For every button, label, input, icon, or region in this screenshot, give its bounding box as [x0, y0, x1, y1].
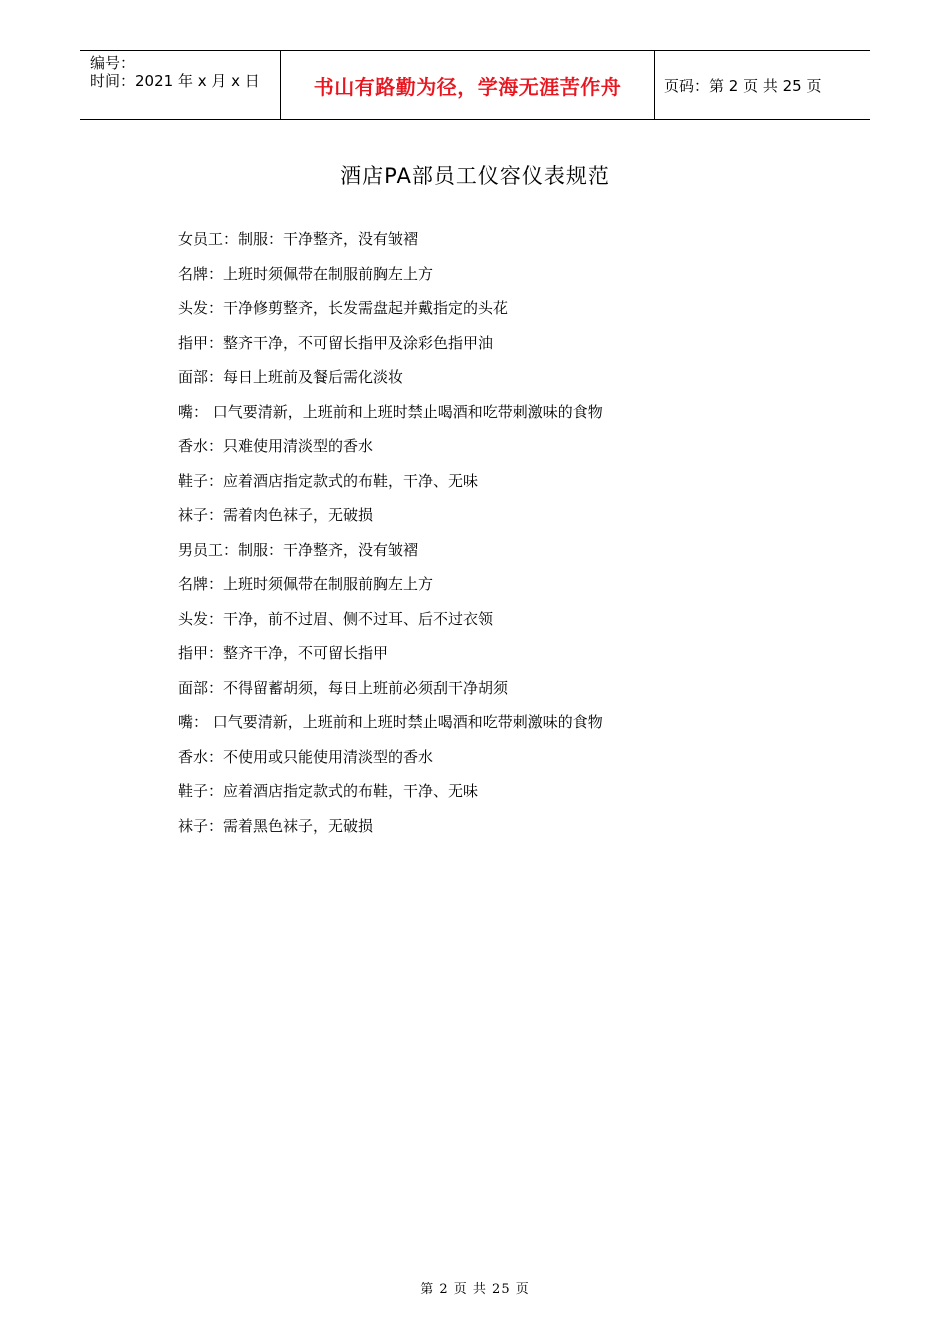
standards-list	[178, 226, 603, 847]
document-title: 酒店PA部员工仪容仪表规范	[340, 164, 610, 188]
standard-line: 面部：每日上班前及餐后需化淡妆	[178, 368, 404, 386]
standard-line: 面部：不得留蓄胡须，每日上班前必须刮干净胡须	[178, 678, 509, 697]
standard-line: 嘴： 口气要清新，上班前和上班时禁止喝酒和吃带刺激味的食物	[178, 402, 603, 421]
standard-line: 香水：只难使用清淡型的香水	[178, 437, 374, 455]
standard-line: 名牌：上班时须佩带在制服前胸左上方	[178, 575, 434, 593]
standard-line: 名牌：上班时须佩带在制服前胸左上方	[178, 264, 434, 283]
standard-line: 女员工：制服：干净整齐，没有皱褶	[178, 230, 419, 248]
standard-line: 鞋子：应着酒店指定款式的布鞋，干净、无味	[178, 782, 479, 800]
header-motto: 书山有路勤为径，学海无涯苦作舟	[281, 51, 655, 119]
standard-line: 头发：干净修剪整齐，长发需盘起并戴指定的头花	[178, 299, 509, 317]
page-header	[80, 50, 870, 120]
standard-line: 指甲：整齐干净，不可留长指甲及涂彩色指甲油	[178, 333, 494, 352]
header-page-number: 页码：第 2 页 共 25 页	[664, 76, 822, 95]
standard-line: 鞋子：应着酒店指定款式的布鞋，干净、无味	[178, 471, 479, 490]
page-footer: 第 2 页 共 25 页	[420, 1282, 530, 1297]
standard-line: 指甲：整齐干净，不可留长指甲	[178, 644, 389, 662]
standard-line: 香水：不使用或只能使用清淡型的香水	[178, 747, 434, 766]
standard-line: 男员工：制服：干净整齐，没有皱褶	[178, 540, 419, 559]
standard-line: 头发：干净，前不过眉、侧不过耳、后不过衣领	[178, 609, 494, 628]
document-date-label: 时间：2021 年 x 月 x 日	[90, 72, 260, 90]
standard-line: 袜子：需着肉色袜子，无破损	[178, 506, 374, 524]
standard-line: 嘴： 口气要清新，上班前和上班时禁止喝酒和吃带刺激味的食物	[178, 713, 603, 731]
document-number-label: 编号：	[90, 54, 136, 72]
standard-line: 袜子：需着黑色袜子，无破损	[178, 816, 374, 835]
header-meta-cell	[80, 51, 281, 119]
